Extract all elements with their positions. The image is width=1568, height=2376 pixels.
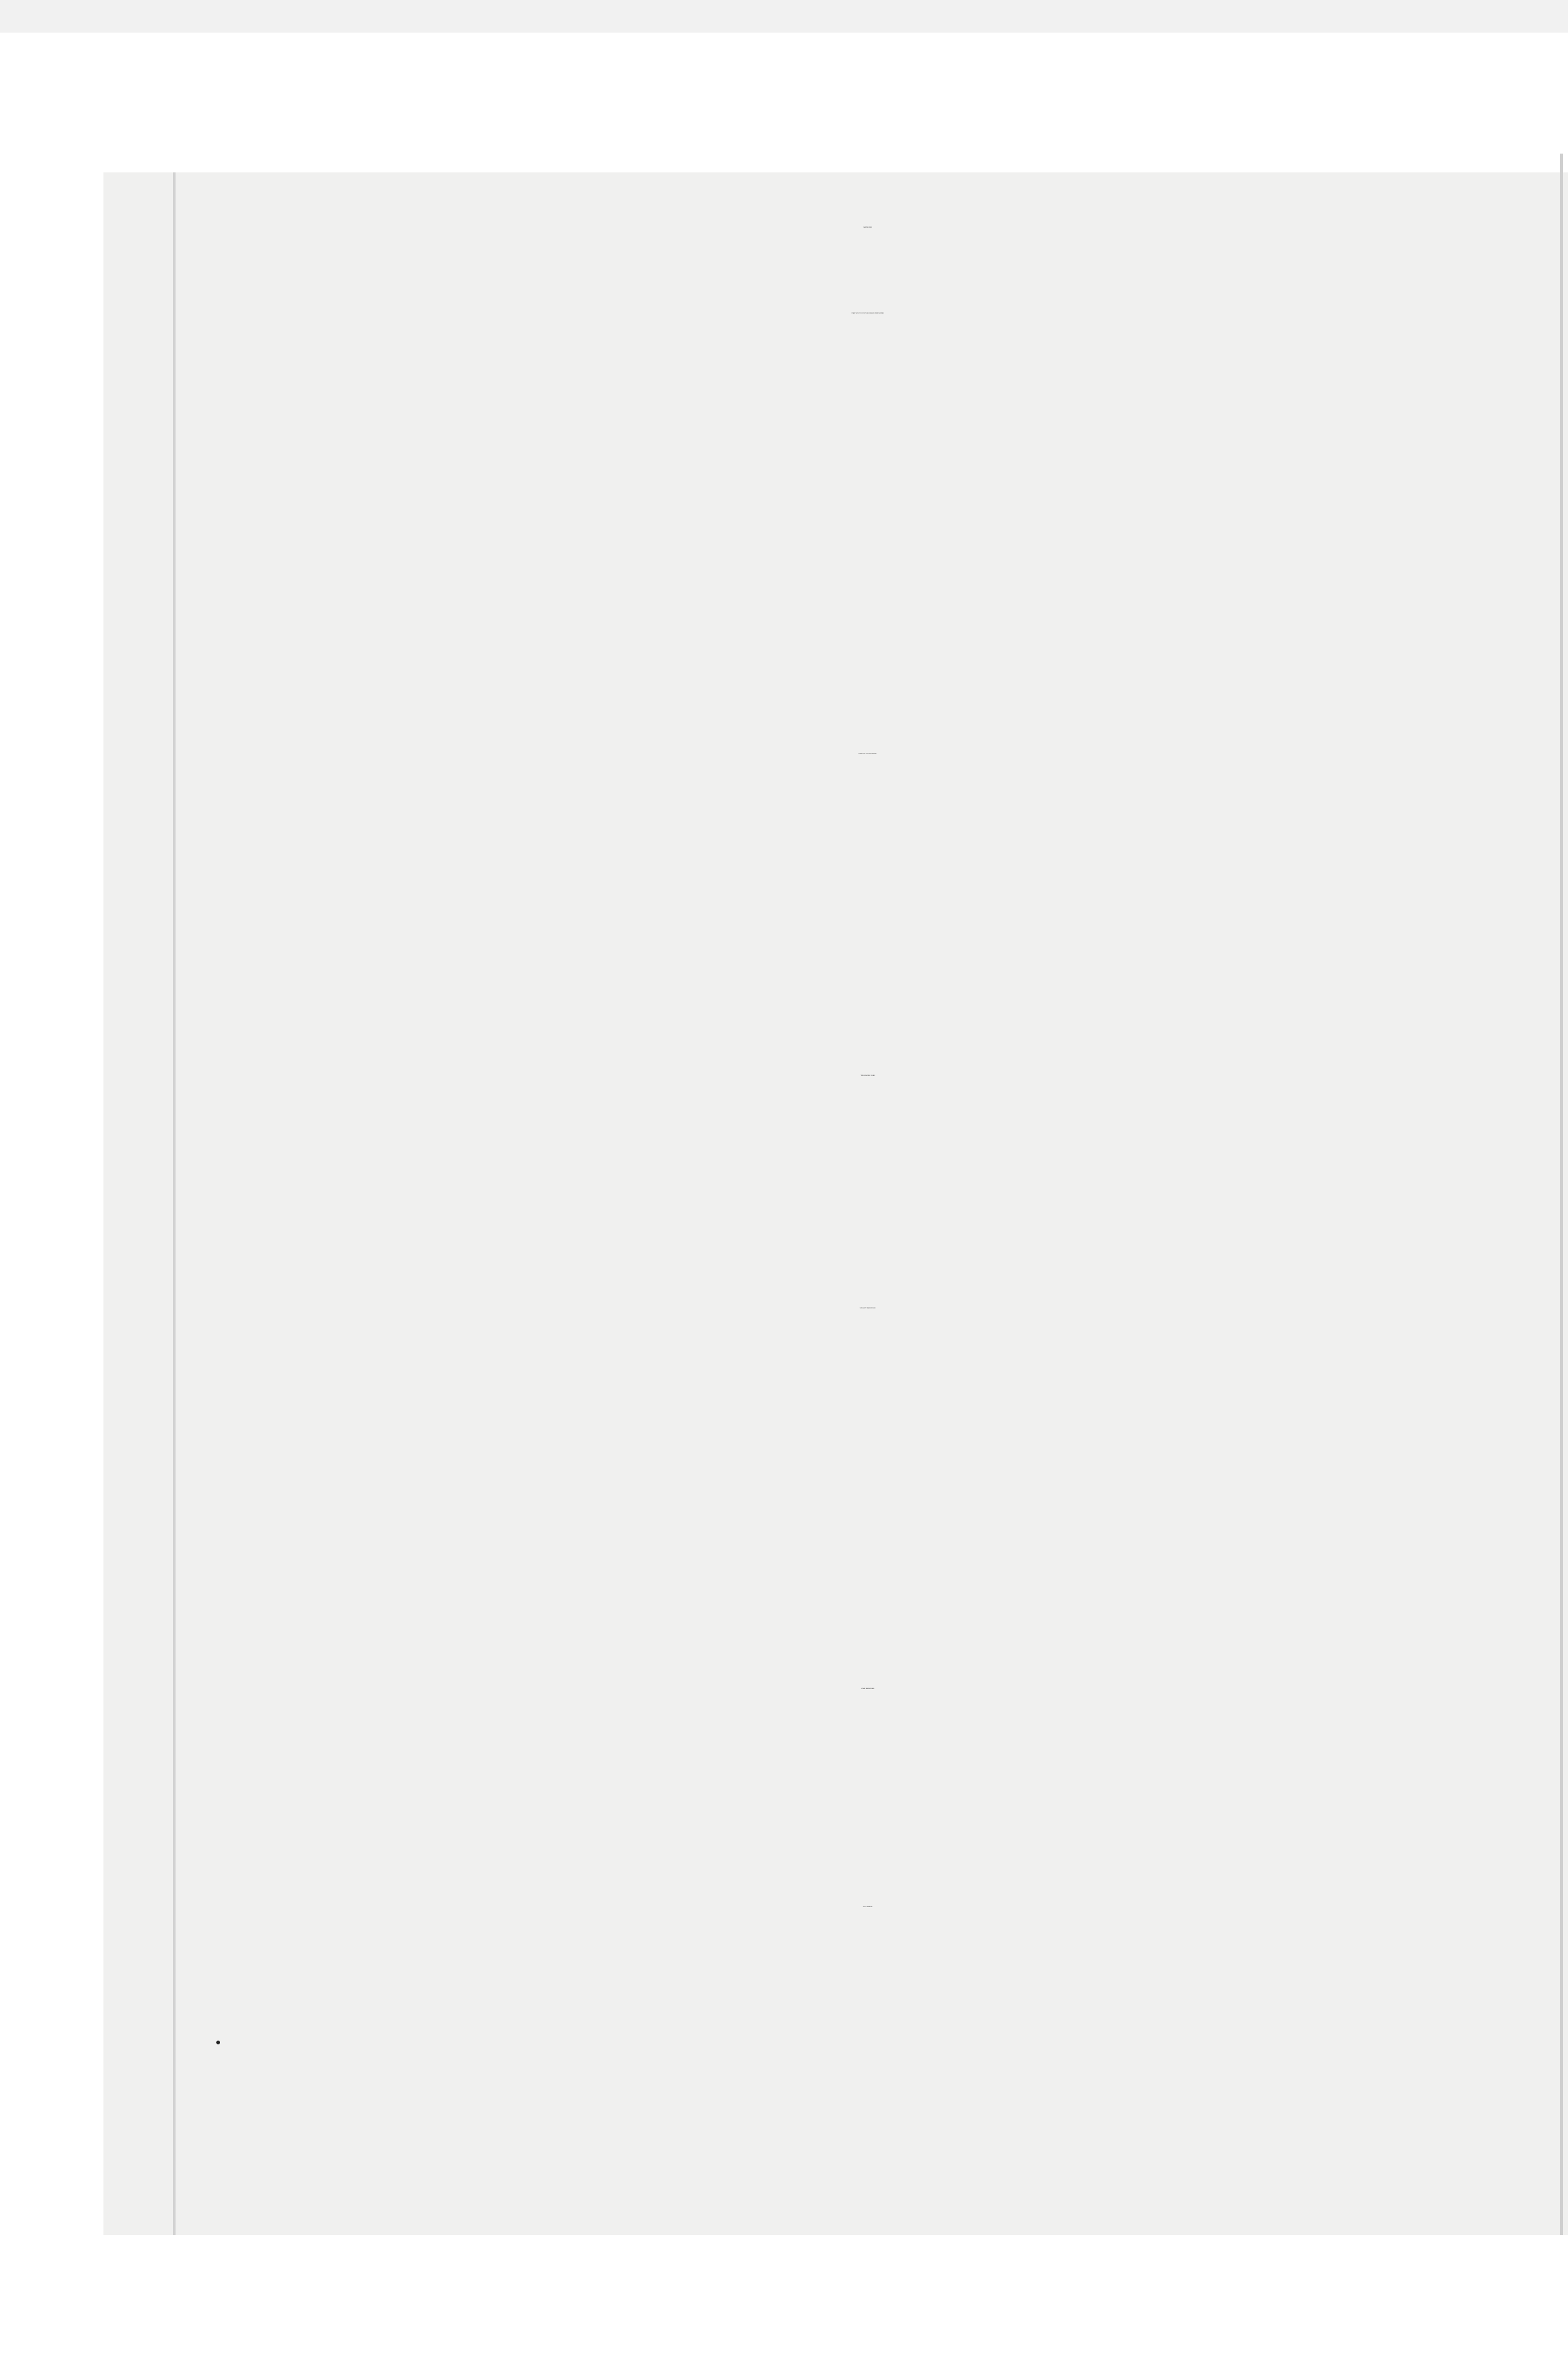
menu-item-line [176, 1997, 1560, 2041]
menu-item-line [176, 1400, 1560, 1444]
menu-item-line [176, 1727, 1560, 1771]
menu-content [176, 172, 1560, 2235]
scan-speck [216, 2041, 220, 2044]
menu-item-line [176, 1115, 1560, 1159]
menu-item-line [176, 1167, 1560, 1211]
menu-item-philly-steak [176, 1779, 1560, 1823]
section-title-soup-salad: SOUP & SALAD [863, 1906, 873, 1908]
menu-item-line [176, 1945, 1560, 1989]
menu-item-line [176, 2049, 1560, 2093]
sandwiches-subtitle: PLAIN W/CUP OF SOUP-DELUXE ADD FRENCH FRIES [851, 313, 884, 314]
page-right-edge [1560, 154, 1563, 2235]
menu-item-line [176, 457, 1560, 501]
menu-item-line [176, 352, 1560, 396]
menu-item-line [176, 900, 1560, 944]
menu-item-line [176, 404, 1560, 448]
menu-item-texas-burger [176, 561, 1560, 605]
section-title-chicken: BONELESS CHICKEN BREAST [858, 754, 877, 755]
menu-item-line [176, 1504, 1560, 1548]
menu-item-line [176, 1452, 1560, 1496]
menu-item-line [176, 1348, 1560, 1392]
menu-item-acapulco-burger [176, 612, 1560, 656]
menu-item-italian-beef [176, 1556, 1560, 1600]
section-title-steak: STEAK SANDWICHES [861, 1688, 875, 1690]
menu-item-line [176, 796, 1560, 840]
section-title-sandwiches: SANDWICHES [863, 227, 872, 228]
section-title-clubs: TRIPLE DECKER CLUBS [860, 1075, 875, 1076]
menu-item-line [176, 1831, 1560, 1875]
section-title-specialty: SPECIALTY SANDWICHES [860, 1308, 876, 1309]
menu-item-california-burger [176, 510, 1560, 554]
menu-item-chicken-parmesan [176, 952, 1560, 996]
scan-background [0, 0, 1568, 33]
menu-item-chicken-malibu [176, 848, 1560, 892]
